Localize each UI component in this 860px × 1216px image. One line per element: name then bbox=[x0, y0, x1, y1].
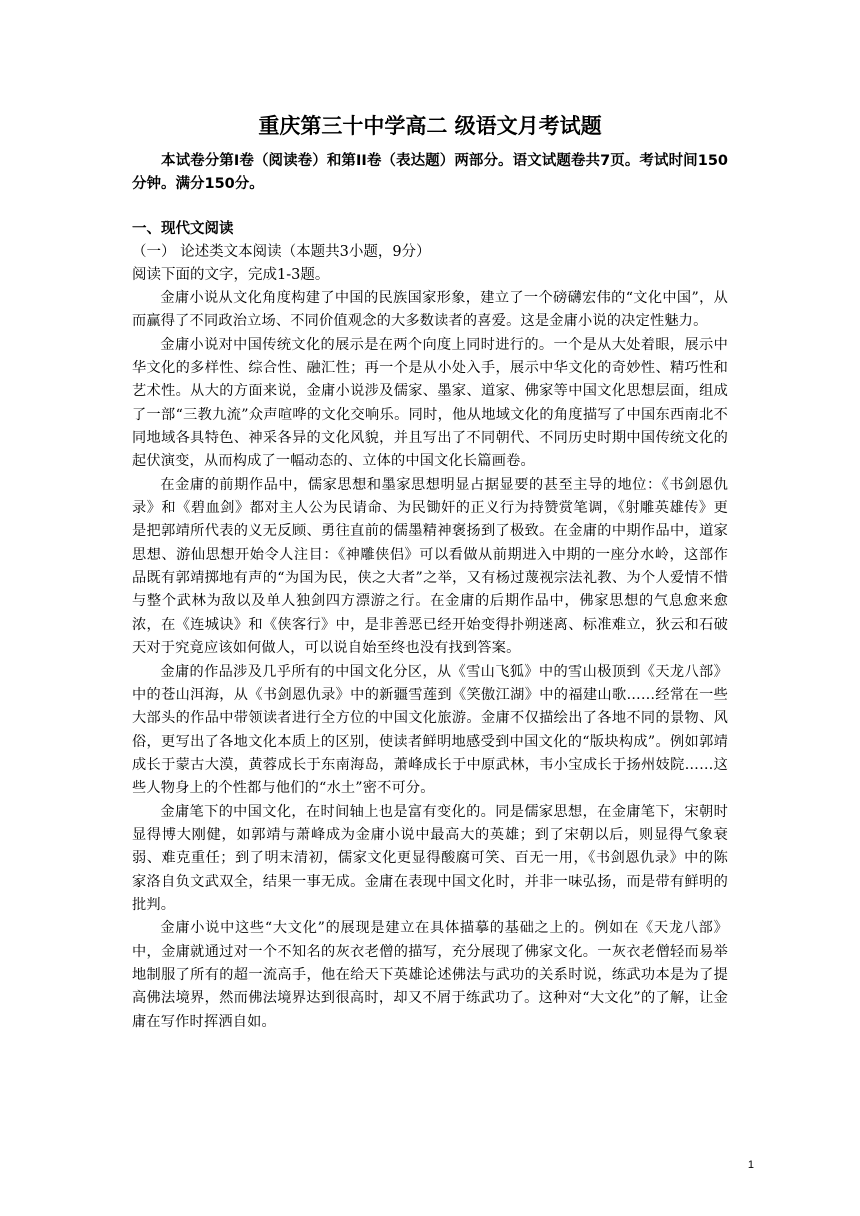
paragraph-1: 金庸小说从文化角度构建了中国的民族国家形象，建立了一个磅礴宏伟的“文化中国”，从而赢得了不同政治立场、不同价值观念的大多数读者的喜爱。这是金庸小说的决定性魅力。 bbox=[132, 290, 728, 330]
subsection-heading: （一） 论述类文本阅读（本题共3小题，9分） bbox=[132, 244, 431, 260]
document-body bbox=[132, 110, 728, 1034]
section-heading: 一、现代文阅读 bbox=[132, 221, 234, 237]
paragraph-2: 金庸小说对中国传统文化的展示是在两个向度上同时进行的。一个是从大处着眼，展示中华文化的多样性、综合性、融汇性；再一个是从小处入手，展示中华文化的奇妙性、精巧性和艺术性。从大的方面来说，金庸小说涉及儒家、墨家、道家、佛家等中国文化思想层面，组成了一部“三教九流”众声喧哗的文化交响乐。同时，他从地域文化的角度描写了中国东西南北不同地域各具特色、神采各异的文化风貌，并且写出了不同朝代、不同历史时期中国传统文化的起伏演变，从而构成了一幅动态的、立体的中国文化长篇画卷。 bbox=[132, 336, 728, 470]
reading-instruction: 阅读下面的文字，完成1-3题。 bbox=[132, 267, 330, 283]
paragraph-6: 金庸小说中这些“大文化”的展现是建立在具体描摹的基础之上的。例如在《天龙八部》中，金庸就通过对一个不知名的灰衣老僧的描写，充分展现了佛家文化。一灰衣老僧轻而易举地制服了所有的超一流高手，他在给天下英雄论述佛法与武功的关系时说，练武功本是为了提高佛法境界，然而佛法境界达到很高时，却又不屑于练武功了。这种对“大文化”的了解，让金庸在写作时挥洒自如。 bbox=[132, 920, 728, 1030]
paragraph-3: 在金庸的前期作品中，儒家思想和墨家思想明显占据显要的甚至主导的地位：《书剑恩仇录》和《碧血剑》都对主人公为民请命、为民锄奸的正义行为持赞赏笔调，《射雕英雄传》更是把郭靖所代表的义无反顾、勇往直前的儒墨精神褒扬到了极致。在金庸的中期作品中，道家思想、游仙思想开始令人注目：《神雕侠侣》可以看做从前期进入中期的一座分水岭，这部作品既有郭靖掷地有声的“为国为民，侠之大者”之举，又有杨过蔑视宗法礼教、为个人爱情不惜与整个武林为敌以及单人独剑四方漂游之行。在金庸的后期作品中，佛家思想的气息愈来愈浓，在《连城诀》和《侠客行》中，是非善恶已经开始变得扑朔迷离、标准难立，狄云和石破天对于究竟应该如何做人，可以说自始至终也没有找到答案。 bbox=[132, 476, 728, 657]
paragraph-4: 金庸的作品涉及几乎所有的中国文化分区，从《雪山飞狐》中的雪山极顶到《天龙八部》中的苍山洱海，从《书剑恩仇录》中的新疆雪莲到《笑傲江湖》中的福建山歌……经常在一些大部头的作品中带领读者进行全方位的中国文化旅游。金庸不仅描绘出了各地不同的景物、风俗，更写出了各地文化本质上的区别，使读者鲜明地感受到中国文化的“版块构成”。例如郭靖成长于蒙古大漠，黄蓉成长于东南海岛，萧峰成长于中原武林，韦小宝成长于扬州妓院……这些人物身上的个性都与他们的“水土”密不可分。 bbox=[132, 663, 728, 797]
paragraph-5: 金庸笔下的中国文化，在时间轴上也是富有变化的。同是儒家思想，在金庸笔下，宋朝时显得博大刚健，如郭靖与萧峰成为金庸小说中最高大的英雄；到了宋朝以后，则显得气象衰弱、难克重任；到了明末清初，儒家文化更显得酸腐可笑、百无一用，《书剑恩仇录》中的陈家洛自负文武双全，结果一事无成。金庸在表现中国文化时，并非一味弘扬，而是带有鲜明的批判。 bbox=[132, 803, 728, 913]
exam-intro: 本试卷分第Ⅰ卷（阅读卷）和第II卷（表达题）两部分。语文试题卷共7页。考试时间150分钟。满分150分。 bbox=[132, 153, 728, 192]
page-number: 1 bbox=[747, 1159, 754, 1171]
page-title: 重庆第三十中学高二 级语文月考试题 bbox=[258, 114, 602, 138]
